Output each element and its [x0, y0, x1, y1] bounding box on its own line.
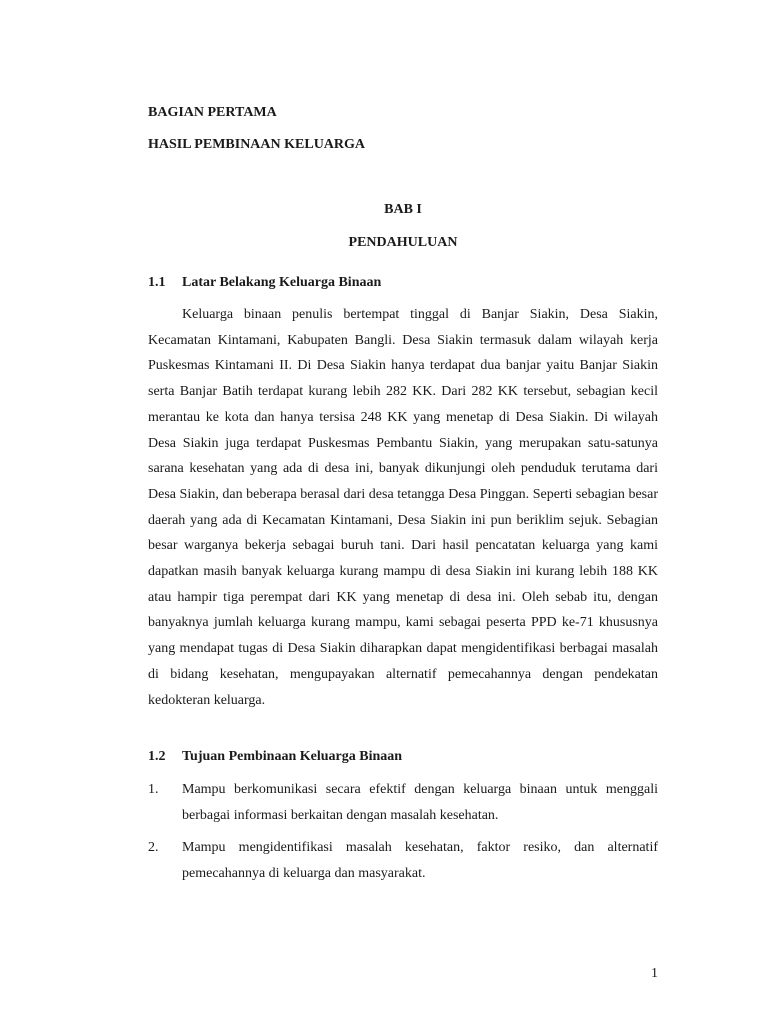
list-item [148, 777, 658, 829]
list-item-text: Mampu berkomunikasi secara efektif dengan keluarga binaan untuk menggali berbagai informasi berkaitan dengan masalah kesehatan. [182, 782, 658, 823]
page-number: 1 [651, 966, 658, 981]
section-title: Tujuan Pembinaan Keluarga Binaan [182, 749, 403, 764]
list-item-number: 2. [148, 840, 159, 855]
list-item-text: Mampu mengidentifikasi masalah kesehatan, faktor resiko, dan alternatif pemecahannya di keluarga dan masyarakat. [182, 840, 658, 881]
section-number: 1.1 [148, 275, 166, 290]
list-item-number: 1. [148, 782, 159, 797]
section-title: Latar Belakang Keluarga Binaan [182, 275, 382, 290]
chapter-number: BAB I [384, 202, 422, 217]
chapter-title: PENDAHULUAN [348, 235, 458, 250]
part-title: HASIL PEMBINAAN KELUARGA [148, 137, 366, 152]
part-heading: BAGIAN PERTAMA [148, 105, 277, 120]
list-item [148, 835, 658, 887]
section-heading-1-2 [148, 749, 658, 765]
section-number: 1.2 [148, 749, 166, 764]
section-heading-1-1 [148, 275, 658, 291]
body-paragraph: Keluarga binaan penulis bertempat tinggal di Banjar Siakin, Desa Siakin, Kecamatan Kintamani, Kabupaten Bangli. Desa Siakin termasuk dalam wilayah kerja Puskesmas Kintamani II. Di Desa Siakin hanya terdapat dua banjar yaitu Banjar Siakin serta Banjar Batih terdapat kurang lebih 282 KK. Dari 282 KK tersebut, sebagian kecil merantau ke kota dan hanya tersisa 248 KK yang menetap di Desa Siakin. Di wilayah Desa Siakin juga terdapat Puskesmas Pembantu Siakin, yang merupakan satu-satunya sarana kesehatan yang ada di desa ini, banyak dikunjungi oleh penduduk terutama dari Desa Siakin, dan beberapa berasal dari desa tetangga Desa Pinggan. Seperti sebagian besar daerah yang ada di Kecamatan Kintamani, Desa Siakin ini pun beriklim sejuk. Sebagian besar warganya bekerja sebagai buruh tani. Dari hasil pencatatan keluarga yang kami dapatkan masih banyak keluarga kurang mampu di desa Siakin ini kurang lebih 188 KK atau hampir tiga perempat dari KK yang menetap di desa ini. Oleh sebab itu, dengan banyaknya jumlah keluarga kurang mampu, kami sebagai peserta PPD ke-71 khususnya yang mendapat tugas di Desa Siakin diharapkan dapat mengidentifikasi berbagai masalah di bidang kesehatan, mengupayakan alternatif pemecahannya dengan pendekatan kedokteran keluarga. [148, 307, 658, 708]
